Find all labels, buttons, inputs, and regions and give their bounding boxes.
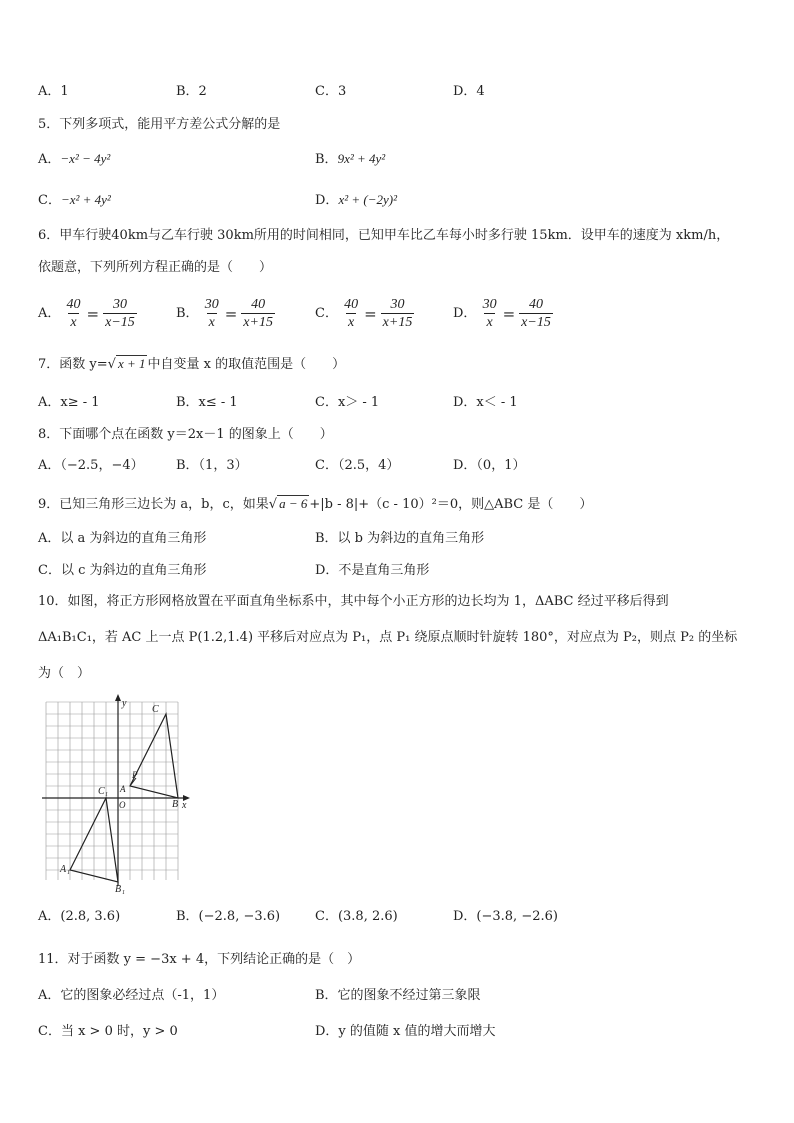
q5-option-c [38,190,111,211]
denominator: x−15 [521,315,551,330]
fraction-left [203,296,221,331]
q11-option-a: A．它的图象必经过点（-1，1） [38,988,225,1003]
q4-option-d: D．4 [453,84,485,99]
q9-option-c: C．以 c 为斜边的直角三角形 [38,563,207,578]
q7-radicand: x + 1 [117,356,146,371]
label-a1: A [60,864,67,875]
fraction-right [103,296,137,331]
q4-option-a: A．1 [38,84,69,99]
denominator: x−15 [105,315,135,330]
q5-option-a [38,149,110,170]
numerator: 40 [344,297,359,312]
numerator: 30 [482,297,497,312]
equals-sign: = [224,304,238,323]
equals-sign: = [364,304,377,323]
fraction-right [241,296,275,331]
label-b1-sub: 1 [122,890,125,894]
label-c1-sub: 1 [105,792,108,798]
q7-option-d: D．x＜ - 1 [453,395,518,410]
label-x: x [182,800,187,811]
fraction-right [519,296,553,331]
q11-option-b: B．它的图象不经过第三象限 [315,988,481,1003]
equals-sign: = [502,304,516,323]
q10-stem-line3: 为（ ） [38,666,91,681]
q5-option-a-label: A． [38,152,61,167]
q10-option-c: C．(3.8, 2.6) [315,909,398,924]
q11-option-d: D．y 的值随 x 值的增大而增大 [315,1024,496,1039]
q5-option-d-label: D． [315,193,339,208]
numerator: 30 [390,297,405,312]
y-axis-arrow [115,694,121,701]
q6-option-a [38,296,137,331]
q7-stem [38,354,345,375]
numerator: 30 [204,297,219,312]
label-c1: C [98,786,105,797]
q6-option-c-label: C． [315,306,338,321]
q5-option-d-expr: x² + (−2y)² [338,192,397,207]
q5-option-a-expr: −x² − 4y² [60,151,111,166]
q7-option-c: C．x＞ - 1 [315,395,380,410]
equals-sign: = [86,304,100,323]
q9-radicand: a − 6 [279,496,308,511]
q8-option-d: D．（0，1） [453,458,526,473]
q7-stem-pre: 7．函数 y= [38,357,108,372]
q9-stem-pre: 9．已知三角形三边长为 a，b，c，如果 [38,497,269,512]
q5-option-d [315,190,397,211]
denominator: x+15 [382,315,413,330]
sqrt-sign: √ [268,497,278,512]
q9-option-a: A．以 a 为斜边的直角三角形 [38,531,207,546]
q6-option-b-label: B． [176,306,199,321]
q9-option-d: D．不是直角三角形 [315,563,430,578]
q4-option-c: C．3 [315,84,347,99]
q8-option-c: C．（2.5，4） [315,458,400,473]
denominator: x [70,315,77,330]
q7-option-b: B．x≤ - 1 [176,395,238,410]
denominator: x [208,315,215,330]
q10-option-d: D．(−3.8, −2.6) [453,909,558,924]
q6-option-d [453,296,553,331]
q8-option-b: B．（1，3） [176,458,248,473]
numerator: 40 [528,297,543,312]
q7-stem-post: 中自变量 x 的取值范围是（ ） [147,357,346,372]
q10-stem-line1: 10．如图，将正方形网格放置在平面直角坐标系中，其中每个小正方形的边长均为 1，ΔABC 经过平移后得到 [38,594,669,609]
q5-stem: 5．下列多项式，能用平方差公式分解的是 [38,117,281,132]
q5-option-b-label: B． [315,152,338,167]
q6-option-d-label: D． [453,306,477,321]
label-b: B [172,799,179,810]
fraction-left [342,296,360,331]
q6-option-a-label: A． [38,306,61,321]
label-origin: O [119,800,126,810]
label-y: y [122,698,127,709]
denominator: x [486,315,493,330]
q6-option-c [315,296,414,331]
q5-option-c-label: C． [38,193,61,208]
denominator: x [347,315,355,330]
numerator: 30 [112,297,127,312]
q6-stem-line2: 依题意，下列所列方程正确的是（ ） [38,260,273,275]
q5-option-c-expr: −x² + 4y² [60,192,111,207]
q5-option-b [315,149,385,170]
fraction-left [65,296,83,331]
q5-option-b-expr: 9x² + 4y² [337,151,386,166]
q9-stem-post: +|b - 8|+（c - 10）²＝0，则△ABC 是（ ） [309,497,593,512]
q9-option-b: B．以 b 为斜边的直角三角形 [315,531,485,546]
label-a: A [120,784,126,794]
denominator: x+15 [243,315,273,330]
numerator: 40 [251,297,266,312]
sqrt-sign: √ [107,357,116,372]
q4-option-b: B．2 [176,84,207,99]
q6-stem-line1: 6．甲车行驶40km与乙车行驶 30km所用的时间相同，已知甲车比乙车每小时多行驶 15km．设甲车的速度为 xkm/h， [38,228,730,243]
q11-option-c: C．当 x > 0 时，y > 0 [38,1024,178,1039]
label-a1-sub: 1 [67,870,70,876]
q7-option-a: A．x≥ - 1 [38,395,100,410]
q10-stem-line2: ΔA₁B₁C₁，若 AC 上一点 P(1.2,1.4) 平移后对应点为 P₁，点 P₁ 绕原点顺时针旋转 180°，对应点为 P₂，则点 P₂ 的坐标 [38,630,738,645]
q9-stem [38,494,592,515]
label-b1: B [115,884,122,894]
label-c: C [152,704,159,715]
q8-stem: 8．下面哪个点在函数 y＝2x－1 的图象上（ ） [38,427,333,442]
fraction-right [381,296,415,331]
numerator: 40 [66,297,81,312]
q10-option-b: B．(−2.8, −3.6) [176,909,281,924]
q6-option-b [176,296,275,331]
q8-option-a: A．（−2.5，−4） [38,458,144,473]
fraction-left [481,296,499,331]
q10-option-a: A．(2.8, 3.6) [38,909,121,924]
coordinate-grid-figure [38,694,198,894]
label-p: P [132,770,138,780]
q11-stem: 11．对于函数 y = −3x + 4，下列结论正确的是（ ） [38,952,361,967]
